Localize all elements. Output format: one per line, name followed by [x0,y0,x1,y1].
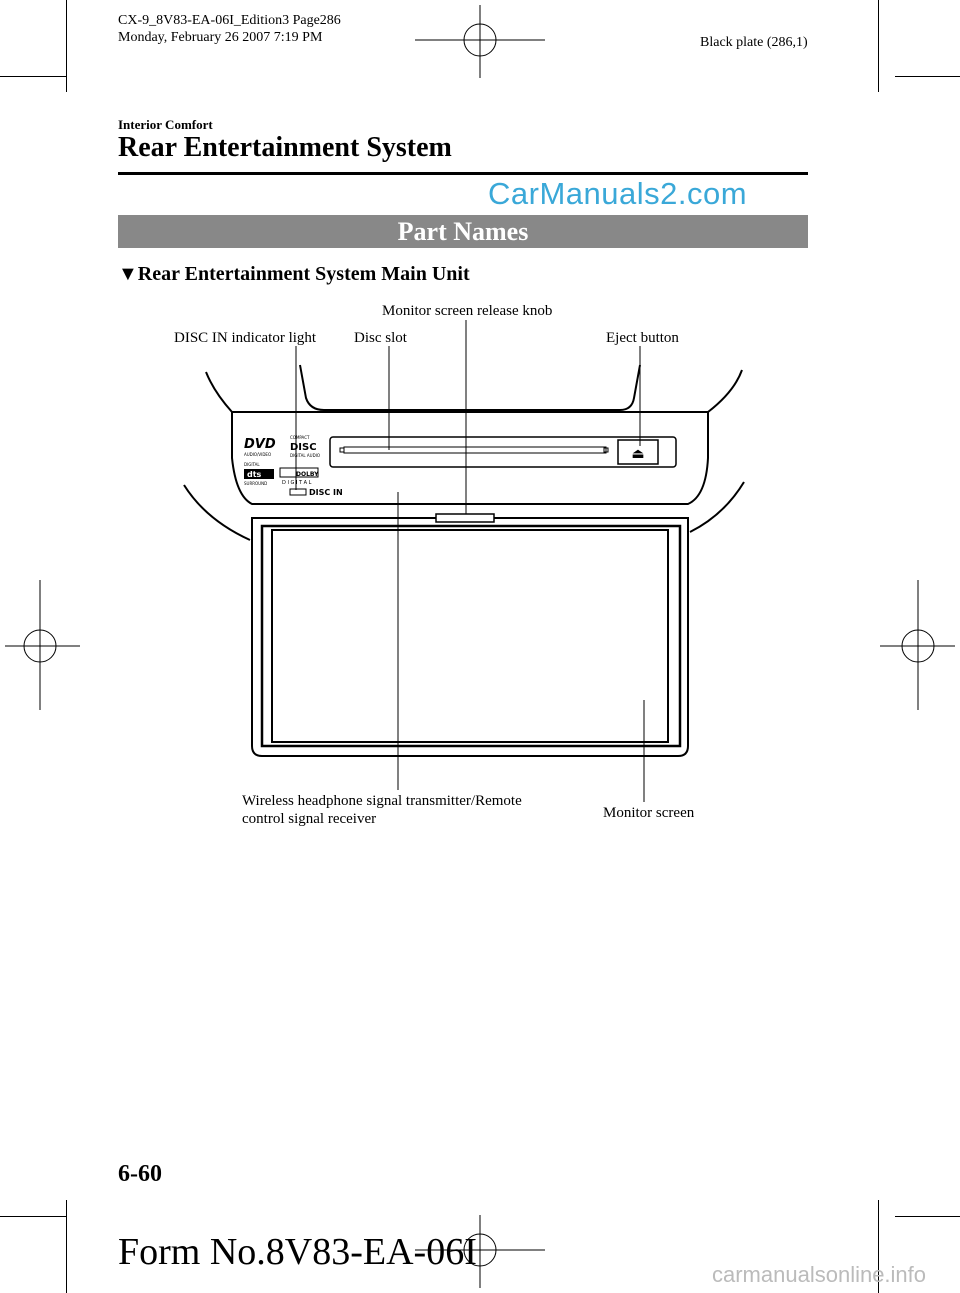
left-trim-curve [206,372,232,412]
section-banner: Part Names [118,215,808,248]
dolby-digital-text: D I G I T A L [282,480,312,486]
disc-slot-bezel [330,437,676,467]
dolby-logo: DOLBY [296,471,319,478]
subheading-text: Rear Entertainment System Main Unit [137,263,470,285]
watermark-top: CarManuals2.com [488,176,748,211]
monitor-bezel [262,526,680,746]
triangle-marker-icon: ▼ [118,263,138,285]
plate-label: Black plate (286,1) [700,35,808,50]
disc-in-label: DISC IN [309,488,343,497]
section-label: Interior Comfort [118,117,213,132]
right-trim-curve [708,370,742,412]
monitor-frame [252,518,688,756]
callout-release-knob: Monitor screen release knob [382,303,553,319]
form-number: Form No.8V83-EA-06I [118,1231,477,1273]
callout-transmitter-line2: control signal receiver [242,811,377,827]
left-lower-curve [184,485,250,540]
slug-date-line: Monday, February 26 2007 7:19 PM [118,30,323,45]
watermark-bottom: carmanualsonline.info [712,1262,927,1287]
disc-in-indicator [290,489,306,495]
callout-monitor-screen: Monitor screen [603,805,695,821]
release-knob [436,514,494,522]
monitor-screen [272,530,668,742]
dvd-logo: DVD [244,437,276,452]
mount-bracket [300,365,640,410]
right-lower-curve [690,482,744,532]
dts-digital-text: DIGITAL [244,462,260,467]
dvd-logo-sub: AUDIO/VIDEO [244,452,272,457]
callout-transmitter-line1: Wireless headphone signal transmitter/Remote [242,793,522,809]
compact-disc-top: COMPACT [290,435,310,440]
callout-disc-in-light: DISC IN indicator light [174,330,317,346]
callout-disc-slot: Disc slot [354,330,407,346]
compact-disc-sub: DIGITAL AUDIO [290,453,320,458]
eject-icon: ⏏ [631,446,645,462]
chapter-title: Rear Entertainment System [118,132,452,163]
disc-slot [344,447,606,453]
dts-logo: dts [247,470,262,479]
page-number: 6-60 [118,1161,162,1187]
slug-file-line: CX-9_8V83-EA-06I_Edition3 Page286 [118,13,341,28]
compact-disc-logo: DISC [290,442,317,453]
callout-eject-button: Eject button [606,330,679,346]
dts-surround-text: SURROUND [244,481,268,486]
